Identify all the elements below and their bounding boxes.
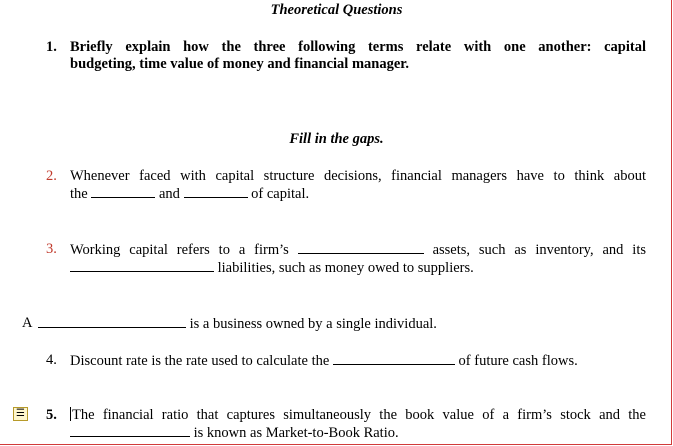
question-2-text-the: the: [70, 186, 88, 202]
question-3-line-1: [70, 241, 646, 259]
question-5-line-1: [70, 407, 646, 424]
gap-blank[interactable]: [38, 315, 186, 328]
gap-blank[interactable]: [70, 424, 190, 437]
question-3-number: 3.: [46, 241, 57, 257]
sole-proprietorship-text: is a business owned by a single individual.: [189, 316, 437, 332]
text-cursor: [70, 407, 71, 421]
heading-fill-in-the-gaps: Fill in the gaps.: [289, 131, 384, 147]
question-2: [46, 168, 646, 203]
gap-blank[interactable]: [298, 241, 424, 254]
question-2-number: 2.: [46, 168, 57, 184]
question-2-line-1: Whenever faced with capital structure decisions, financial managers have to think about: [70, 168, 646, 184]
gap-blank[interactable]: [70, 259, 214, 272]
question-1-line-2: budgeting, time value of money and financial manager.: [70, 56, 410, 72]
question-3: [46, 241, 646, 277]
question-4-text-b: of future cash flows.: [458, 353, 578, 369]
gap-blank[interactable]: [333, 352, 455, 365]
question-4-text-a: Discount rate is the rate used to calculate the: [70, 353, 330, 369]
question-3-text-c: liabilities, such as money owed to suppliers.: [217, 260, 474, 276]
question-5-text-b: is known as Market-to-Book Ratio.: [193, 425, 399, 441]
sole-proprietorship-sentence: [38, 315, 437, 333]
gap-blank[interactable]: [184, 185, 248, 198]
comment-marker-icon[interactable]: ☰: [13, 407, 28, 421]
sole-proprietorship-article: A: [22, 315, 33, 331]
question-1: [46, 39, 646, 73]
question-2-text-and: and: [158, 186, 180, 202]
question-4-number: 4.: [46, 352, 57, 368]
question-4: [46, 352, 646, 370]
question-1-number: 1.: [46, 39, 57, 55]
question-4-line-1: [70, 352, 646, 370]
question-2-text-of-capital: of capital.: [251, 186, 310, 202]
question-5: [46, 407, 646, 442]
question-2-line-2: [70, 185, 646, 203]
question-1-line-1: Briefly explain how the three following terms relate with one another: capital: [70, 39, 646, 55]
gap-blank[interactable]: [91, 185, 155, 198]
question-5-line-2: [70, 424, 646, 442]
question-3-line-2: [70, 259, 646, 277]
question-5-number: 5.: [46, 407, 57, 423]
question-5-line-1-text: The financial ratio that captures simultaneously the book value of a firm’s stock and the: [72, 407, 646, 423]
heading-theoretical-questions: Theoretical Questions: [270, 2, 403, 18]
question-3-text-b: assets, such as inventory, and its: [432, 242, 646, 258]
question-3-text-a: Working capital refers to a firm’s: [70, 242, 289, 258]
